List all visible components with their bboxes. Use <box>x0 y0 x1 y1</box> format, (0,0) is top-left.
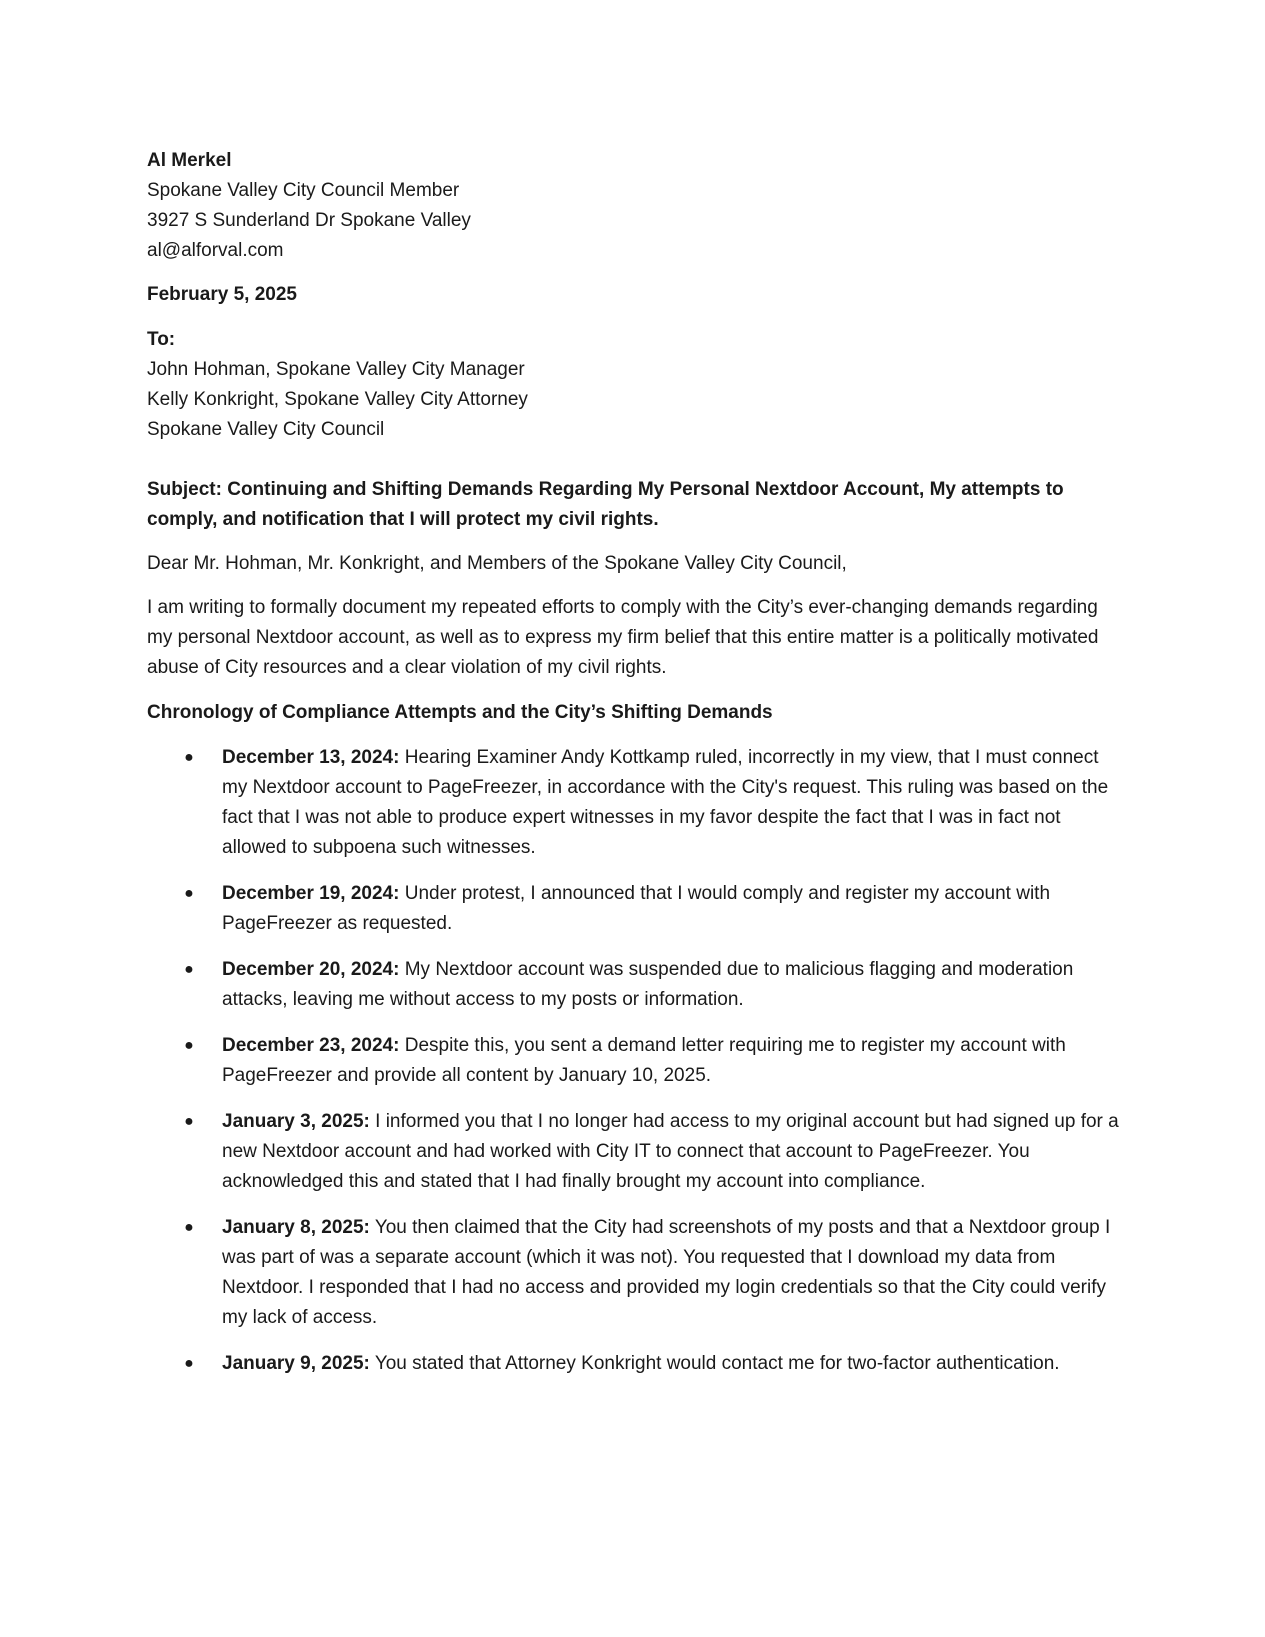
sender-title: Spokane Valley City Council Member <box>147 180 460 201</box>
intro-paragraph: I am writing to formally document my repeated efforts to comply with the City’s ever-changing demands regarding my personal Nextdoor account, as well as to express my firm belief that this entire matter is a politically motivated abuse of City resources and a clear violation of my civil rights. <box>147 597 1099 678</box>
bullet-icon: ● <box>184 1355 194 1372</box>
list-item <box>147 1349 1122 1379</box>
list-item <box>147 1213 1122 1333</box>
item-text: You then claimed that the City had screenshots of my posts and that a Nextdoor group I was part of was a separate account (which it was not). You requested that I download my data from Nextdoor. I responded that I had no access and provided my login credentials so that the City could verify my lack of access. <box>222 1217 1111 1328</box>
recipient-line: John Hohman, Spokane Valley City Manager <box>147 359 525 380</box>
item-text: Despite this, you sent a demand letter requiring me to register my account with PageFreezer and provide all content by January 10, 2025. <box>222 1035 1066 1086</box>
item-date: January 3, 2025: <box>222 1111 370 1132</box>
item-date: December 23, 2024: <box>222 1035 400 1056</box>
item-date: December 13, 2024: <box>222 747 400 768</box>
recipient-line: Kelly Konkright, Spokane Valley City Attorney <box>147 389 528 410</box>
recipients-block <box>147 325 1122 445</box>
item-date: January 9, 2025: <box>222 1353 370 1374</box>
letter-date: February 5, 2025 <box>147 284 297 305</box>
chronology-list <box>147 743 1122 1379</box>
item-date: December 19, 2024: <box>222 883 400 904</box>
item-text: Under protest, I announced that I would comply and register my account with PageFreezer as requested. <box>222 883 1051 934</box>
list-item <box>147 955 1122 1015</box>
greeting: Dear Mr. Hohman, Mr. Konkright, and Members of the Spokane Valley City Council, <box>147 553 847 574</box>
list-item <box>147 1107 1122 1197</box>
item-date: December 20, 2024: <box>222 959 400 980</box>
list-item <box>147 743 1122 863</box>
item-text: I informed you that I no longer had access to my original account but had signed up for a new Nextdoor account and had worked with City IT to connect that account to PageFreezer. You acknowledged this and stated that I had finally brought my account into compliance. <box>222 1111 1119 1192</box>
chronology-heading: Chronology of Compliance Attempts and the City’s Shifting Demands <box>147 702 773 723</box>
letter-page <box>147 146 1122 1395</box>
recipients-label: To: <box>147 329 176 350</box>
sender-block <box>147 146 1122 266</box>
bullet-icon: ● <box>184 1219 194 1236</box>
bullet-icon: ● <box>184 885 194 902</box>
item-date: January 8, 2025: <box>222 1217 370 1238</box>
list-item <box>147 1031 1122 1091</box>
bullet-icon: ● <box>184 1037 194 1054</box>
bullet-icon: ● <box>184 749 194 766</box>
sender-address: 3927 S Sunderland Dr Spokane Valley <box>147 210 471 231</box>
item-text: Hearing Examiner Andy Kottkamp ruled, incorrectly in my view, that I must connect my Nextdoor account to PageFreezer, in accordance with the City's request. This ruling was based on the fact that I was not able to produce expert witnesses in my favor despite the fact that I was in fact not allowed to subpoena such witnesses. <box>222 747 1109 858</box>
bullet-icon: ● <box>184 961 194 978</box>
list-item <box>147 879 1122 939</box>
subject-line: Subject: Continuing and Shifting Demands Regarding My Personal Nextdoor Account, My attempts to comply, and notification that I will protect my civil rights. <box>147 479 1064 530</box>
sender-name: Al Merkel <box>147 150 232 171</box>
recipient-line: Spokane Valley City Council <box>147 419 385 440</box>
bullet-icon: ● <box>184 1113 194 1130</box>
item-text: You stated that Attorney Konkright would contact me for two-factor authentication. <box>374 1353 1060 1374</box>
item-text: My Nextdoor account was suspended due to malicious flagging and moderation attacks, leaving me without access to my posts or information. <box>222 959 1074 1010</box>
sender-email: al@alforval.com <box>147 240 284 261</box>
